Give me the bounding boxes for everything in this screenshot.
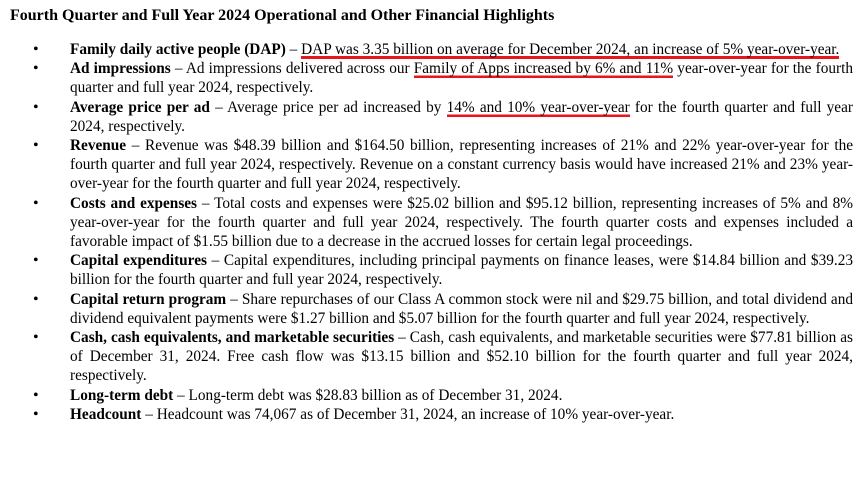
item-term: Capital expenditures [70, 252, 207, 270]
item-dash: – [394, 329, 410, 347]
item-text: Headcount was 74,067 as of December 31, 2024, an increase of 10% year-over-year. [156, 405, 675, 423]
item-term: Cash, cash equivalents, and marketable securities [70, 329, 395, 347]
item-term: Ad impressions [70, 60, 171, 78]
list-item-costs-and-expenses [0, 194, 861, 252]
item-dash: – [141, 405, 157, 423]
bullet-icon: • [33, 329, 39, 347]
item-text-after: year-over-year for the fourth quarter and full year 2024, respectively. [70, 60, 853, 97]
item-dash: – [126, 137, 146, 155]
item-dash: – [209, 98, 228, 116]
list-item-long-term-debt [0, 386, 861, 405]
bullet-icon: • [33, 41, 39, 58]
list-item-headcount [0, 405, 861, 424]
item-term: Capital return program [70, 290, 227, 308]
list-item-revenue [0, 136, 861, 194]
item-text: Total costs and expenses were $25.02 billion and $95.12 billion, representing increases of 5% and 8% year-over-year for the fourth quarter and full year 2024, respectively. The fourth quarter costs and expenses included a favorable impact of $1.55 billion due to a decrease in the accrued losses for certain legal proceedings. [70, 194, 853, 251]
item-dash: – [206, 252, 224, 270]
item-dash: – [226, 290, 242, 308]
item-term: Revenue [70, 137, 127, 155]
section-title: Fourth Quarter and Full Year 2024 Operational and Other Financial Highlights [10, 7, 555, 24]
item-dash: – [285, 41, 302, 58]
item-text-before: Ad impressions delivered across our [185, 60, 414, 78]
bullet-icon: • [33, 386, 39, 404]
item-text: Long-term debt was $28.83 billion as of December 31, 2024. [188, 386, 563, 404]
list-item-cash-and-securities [0, 328, 861, 386]
item-term: Family daily active people (DAP) [70, 41, 286, 58]
item-term: Long-term debt [70, 386, 174, 404]
highlighted-text: 14% and 10% year-over-year [446, 98, 630, 116]
highlighted-text: Family of Apps increased by 6% and 11% [413, 60, 674, 78]
bullet-icon: • [33, 252, 39, 270]
highlights-list [0, 40, 861, 424]
bullet-icon: • [33, 98, 39, 116]
item-dash: – [170, 60, 186, 78]
item-text: Cash, cash equivalents, and marketable securities were $77.81 billion as of December 31, 2024. Free cash flow was $13.15 billion and $52.10 billion for the fourth quarter and full year 2024, respectively. [70, 329, 854, 385]
item-text: Capital expenditures, including principal payments on finance leases, were $14.84 billion and $39.23 billion for the fourth quarter and full year 2024, respectively. [70, 252, 853, 289]
list-item-ad-impressions [0, 59, 861, 97]
bullet-icon: • [33, 194, 39, 212]
bullet-icon: • [33, 137, 39, 155]
item-dash: – [197, 194, 215, 212]
item-text-before: Average price per ad increased by [227, 98, 447, 116]
item-dash: – [173, 386, 189, 404]
list-item-dap [0, 40, 861, 59]
bullet-icon: • [33, 290, 39, 308]
bullet-icon: • [33, 405, 39, 423]
highlighted-text: DAP was 3.35 billion on average for December 2024, an increase of 5% year-over-year. [301, 41, 840, 58]
item-term: Costs and expenses [70, 194, 198, 212]
item-term: Average price per ad [70, 98, 210, 116]
item-text: Share repurchases of our Class A common stock were nil and $29.75 billion, and total dividend and dividend equivalent payments were $1.27 billion and $5.07 billion for the fourth quarter and full year 2024, respectively. [70, 290, 854, 327]
bullet-icon: • [33, 60, 39, 78]
item-term: Headcount [70, 405, 142, 423]
list-item-average-price-per-ad [0, 98, 861, 136]
list-item-capital-expenditures [0, 251, 861, 289]
list-item-capital-return-program [0, 290, 861, 328]
item-text: Revenue was $48.39 billion and $164.50 billion, representing increases of 21% and 22% year-over-year for the fourth quarter and full year 2024, respectively. Revenue on a constant currency basis would have increased 21% and 23% year-over-year for the fourth quarter and full year 2024, respectively. [70, 137, 854, 193]
item-text-after: for the fourth quarter and full year 2024, respectively. [70, 98, 853, 135]
